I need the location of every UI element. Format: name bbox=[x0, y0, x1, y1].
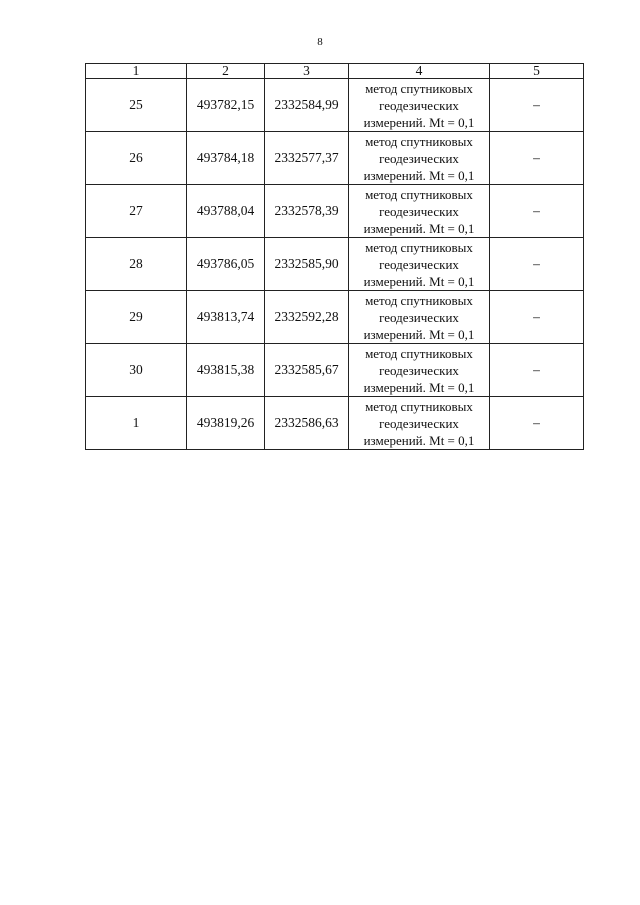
x-coordinate: 493782,15 bbox=[187, 79, 265, 132]
table-row bbox=[86, 344, 584, 397]
header-col-3: 3 bbox=[265, 64, 349, 79]
point-number: 27 bbox=[86, 185, 187, 238]
header-col-2: 2 bbox=[187, 64, 265, 79]
x-coordinate: 493786,05 bbox=[187, 238, 265, 291]
x-coordinate: 493815,38 bbox=[187, 344, 265, 397]
y-coordinate: 2332578,39 bbox=[265, 185, 349, 238]
point-number: 1 bbox=[86, 397, 187, 450]
y-coordinate: 2332585,67 bbox=[265, 344, 349, 397]
note-cell: – bbox=[490, 397, 584, 450]
y-coordinate: 2332586,63 bbox=[265, 397, 349, 450]
table-header-row bbox=[86, 64, 584, 79]
note-cell: – bbox=[490, 344, 584, 397]
table-row bbox=[86, 79, 584, 132]
header-col-1: 1 bbox=[86, 64, 187, 79]
x-coordinate: 493784,18 bbox=[187, 132, 265, 185]
method-description: метод спутниковых геодезических измерений. Mt = 0,1 bbox=[349, 344, 490, 397]
table-row bbox=[86, 132, 584, 185]
header-col-4: 4 bbox=[349, 64, 490, 79]
point-number: 25 bbox=[86, 79, 187, 132]
note-cell: – bbox=[490, 185, 584, 238]
note-cell: – bbox=[490, 132, 584, 185]
x-coordinate: 493813,74 bbox=[187, 291, 265, 344]
table-row bbox=[86, 397, 584, 450]
y-coordinate: 2332584,99 bbox=[265, 79, 349, 132]
method-description: метод спутниковых геодезических измерений. Mt = 0,1 bbox=[349, 397, 490, 450]
point-number: 30 bbox=[86, 344, 187, 397]
page-number: 8 bbox=[317, 36, 323, 48]
point-number: 28 bbox=[86, 238, 187, 291]
note-cell: – bbox=[490, 291, 584, 344]
note-cell: – bbox=[490, 238, 584, 291]
x-coordinate: 493788,04 bbox=[187, 185, 265, 238]
point-number: 26 bbox=[86, 132, 187, 185]
y-coordinate: 2332585,90 bbox=[265, 238, 349, 291]
method-description: метод спутниковых геодезических измерений. Mt = 0,1 bbox=[349, 238, 490, 291]
table-row bbox=[86, 185, 584, 238]
table-row bbox=[86, 238, 584, 291]
table-row bbox=[86, 291, 584, 344]
x-coordinate: 493819,26 bbox=[187, 397, 265, 450]
point-number: 29 bbox=[86, 291, 187, 344]
y-coordinate: 2332592,28 bbox=[265, 291, 349, 344]
y-coordinate: 2332577,37 bbox=[265, 132, 349, 185]
note-cell: – bbox=[490, 79, 584, 132]
method-description: метод спутниковых геодезических измерений. Mt = 0,1 bbox=[349, 132, 490, 185]
method-description: метод спутниковых геодезических измерений. Mt = 0,1 bbox=[349, 185, 490, 238]
coordinates-table bbox=[85, 63, 584, 450]
header-col-5: 5 bbox=[490, 64, 584, 79]
method-description: метод спутниковых геодезических измерений. Mt = 0,1 bbox=[349, 79, 490, 132]
method-description: метод спутниковых геодезических измерений. Mt = 0,1 bbox=[349, 291, 490, 344]
